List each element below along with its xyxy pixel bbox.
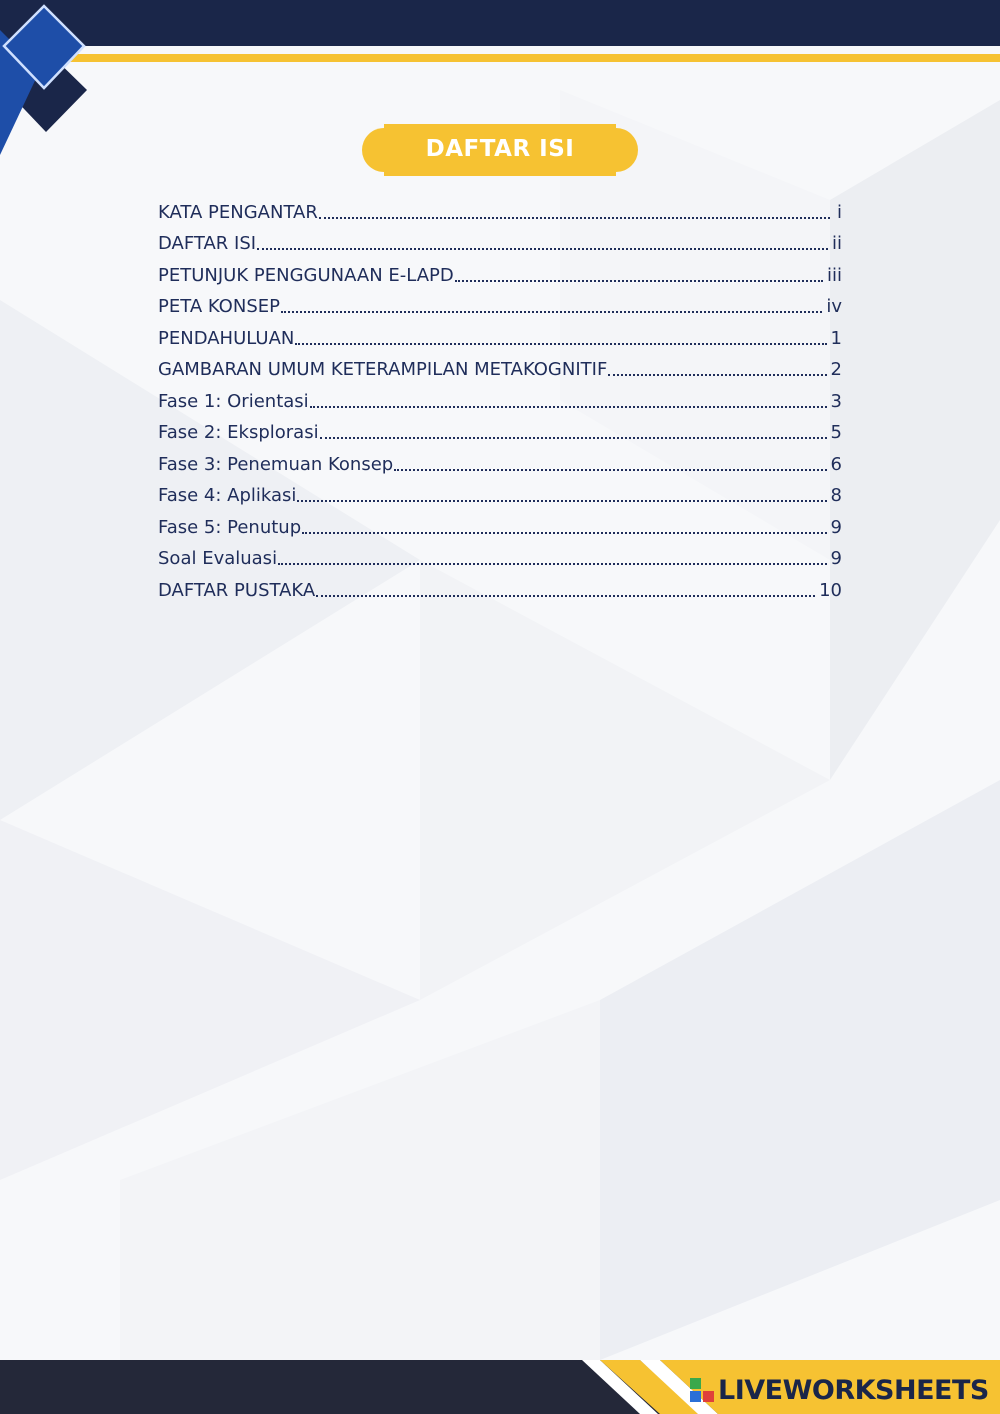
toc-entry[interactable] (158, 287, 842, 319)
brand-name: LIVEWORKSHEETS (718, 1374, 989, 1406)
header-bar (0, 0, 1000, 46)
corner-diamond-decoration (0, 0, 100, 160)
toc-entry-page: 6 (830, 453, 842, 475)
toc-entry[interactable] (158, 539, 842, 571)
toc-entry[interactable] (158, 381, 842, 413)
header-accent-stripe (60, 54, 1000, 62)
toc-leader-dots (320, 436, 827, 439)
page-title: DAFTAR ISI (425, 136, 575, 162)
page-title-banner (362, 124, 638, 176)
toc-leader-dots (310, 405, 827, 408)
toc-entry-label: DAFTAR ISI (158, 233, 257, 254)
toc-entry[interactable] (158, 224, 842, 256)
toc-entry-label: Fase 4: Aplikasi (158, 485, 297, 506)
toc-entry[interactable] (158, 444, 842, 476)
toc-entry[interactable] (158, 476, 842, 508)
toc-entry-page: 8 (830, 485, 842, 506)
liveworksheets-brand[interactable] (690, 1370, 989, 1410)
toc-entry[interactable] (158, 413, 842, 445)
toc-entry-page: 10 (819, 579, 842, 601)
liveworksheets-logo-icon (690, 1378, 714, 1402)
toc-entry-page: ii (831, 233, 842, 254)
toc-entry-page: 5 (830, 422, 842, 443)
toc-entry-label: GAMBARAN UMUM KETERAMPILAN METAKOGNITIF (158, 359, 608, 380)
toc-leader-dots (302, 531, 826, 534)
table-of-contents (158, 192, 842, 602)
toc-leader-dots (281, 310, 822, 313)
toc-leader-dots (455, 279, 823, 282)
toc-leader-dots (295, 342, 826, 345)
toc-entry-label: DAFTAR PUSTAKA (158, 579, 316, 601)
toc-leader-dots (394, 468, 826, 471)
toc-leader-dots (316, 594, 815, 597)
toc-entry[interactable] (158, 192, 842, 224)
toc-entry-page: 1 (830, 327, 842, 349)
toc-entry-label: Fase 5: Penutup (158, 516, 302, 538)
toc-entry-label: PETUNJUK PENGGUNAAN E-LAPD (158, 264, 454, 286)
toc-entry-label: Fase 3: Penemuan Konsep (158, 453, 394, 475)
toc-entry-page: iv (826, 296, 842, 317)
toc-leader-dots (608, 373, 826, 376)
toc-entry-label: PETA KONSEP (158, 296, 280, 317)
toc-entry-label: Fase 1: Orientasi (158, 390, 309, 412)
toc-entry[interactable] (158, 318, 842, 350)
toc-leader-dots (257, 247, 828, 250)
toc-entry-label: PENDAHULUAN (158, 327, 295, 349)
toc-entry[interactable] (158, 570, 842, 602)
toc-entry-label: Soal Evaluasi (158, 548, 278, 569)
toc-leader-dots (278, 562, 826, 565)
toc-entry-page: i (836, 201, 842, 223)
toc-entry-page: iii (826, 264, 842, 286)
toc-entry-page: 3 (830, 390, 842, 412)
toc-entry[interactable] (158, 507, 842, 539)
toc-entry-page: 9 (830, 516, 842, 538)
toc-entry[interactable] (158, 255, 842, 287)
toc-entry-label: KATA PENGANTAR (158, 201, 318, 223)
toc-entry-page: 2 (830, 359, 842, 380)
toc-leader-dots (319, 216, 830, 219)
toc-entry-label: Fase 2: Eksplorasi (158, 422, 319, 443)
toc-entry-page: 9 (830, 548, 842, 569)
toc-entry[interactable] (158, 350, 842, 382)
toc-leader-dots (297, 499, 826, 502)
